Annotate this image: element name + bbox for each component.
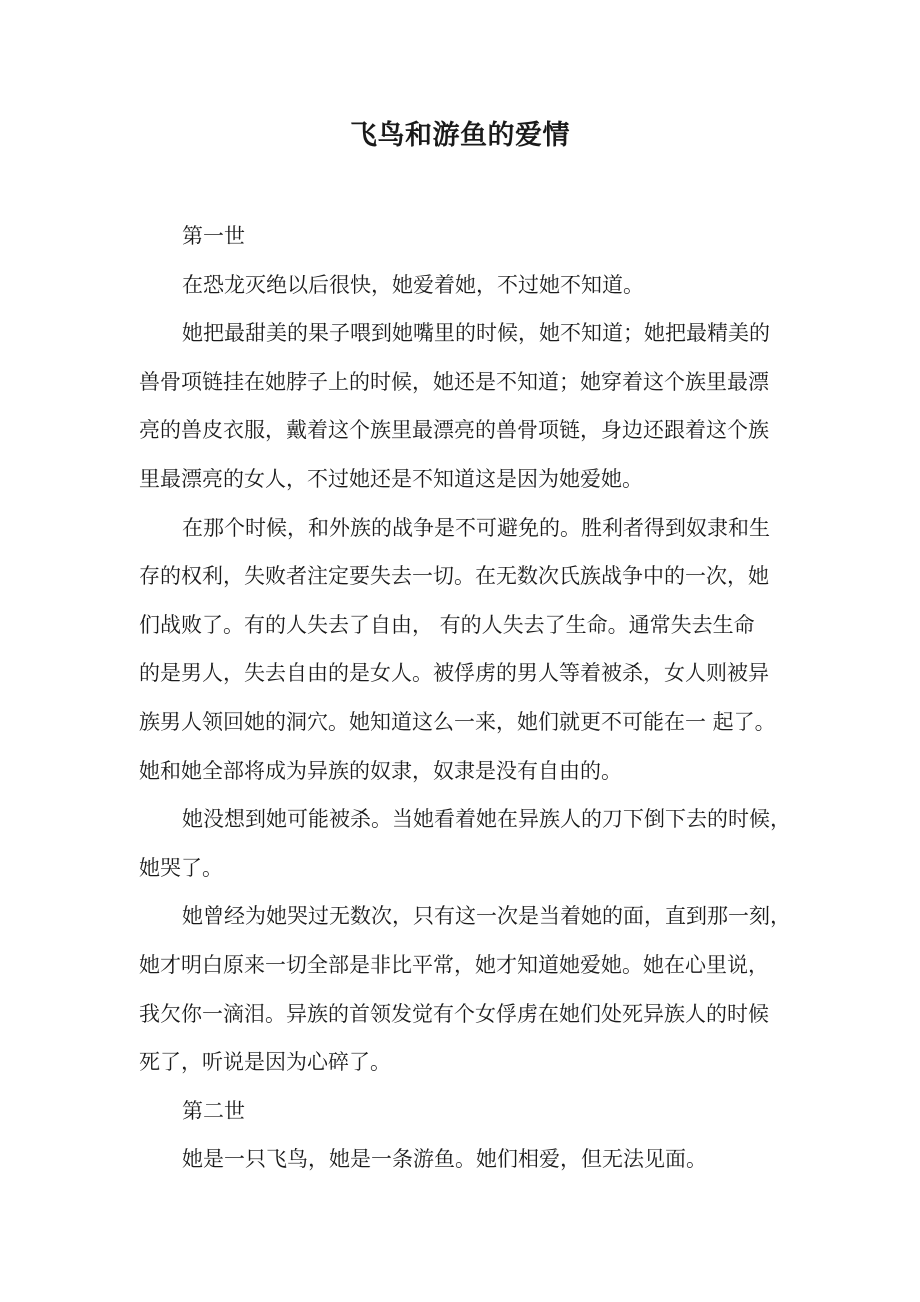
text-line: 里最漂亮的女人，不过她还是不知道这是因为她爱她。: [139, 466, 643, 491]
text-line: 她和她全部将成为异族的奴隶，奴隶是没有自由的。: [139, 758, 622, 783]
text-line: 族男人领回她的洞穴。她知道这么一来，她们就更不可能在一 起了。: [139, 709, 776, 734]
section-heading: 第二世: [182, 1098, 245, 1123]
text-line: 死了，听说是因为心碎了。: [139, 1050, 391, 1075]
text-line: 她是一只飞鸟，她是一条游鱼。她们相爱，但无法见面。: [182, 1147, 707, 1172]
text-line: 她才明白原来一切全部是非比平常，她才知道她爱她。她在心里说，: [139, 952, 769, 977]
section-heading: 第一世: [182, 224, 245, 248]
text-line: 她曾经为她哭过无数次，只有这一次是当着她的面，直到那一刻，: [182, 904, 791, 929]
text-line: 们战败了。有的人失去了自由， 有的人失去了生命。通常失去生命: [139, 612, 755, 637]
text-line: 她哭了。: [139, 855, 223, 880]
text-line: 在那个时候，和外族的战争是不可避免的。胜利者得到奴隶和生: [182, 515, 770, 540]
text-line: 的是男人，失去自由的是女人。被俘虏的男人等着被杀，女人则被异: [139, 661, 769, 686]
text-line: 我欠你一滴泪。异族的首领发觉有个女俘虏在她们处死异族人的时候: [139, 1001, 769, 1026]
document-title: 飞鸟和游鱼的爱情: [350, 120, 570, 151]
text-line: 在恐龙灭绝以后很快，她爱着她，不过她不知道。: [182, 272, 644, 297]
text-line: 她没想到她可能被杀。当她看着她在异族人的刀下倒下去的时候，: [182, 807, 791, 832]
text-line: 存的权利，失败者注定要失去一切。在无数次氏族战争中的一次，她: [139, 564, 769, 589]
text-line: 她把最甜美的果子喂到她嘴里的时候，她不知道；她把最精美的: [182, 321, 770, 346]
text-line: 兽骨项链挂在她脖子上的时候，她还是不知道；她穿着这个族里最漂: [139, 369, 769, 394]
document-body: [139, 212, 789, 1184]
text-line: 亮的兽皮衣服，戴着这个族里最漂亮的兽骨项链，身边还跟着这个族: [139, 418, 769, 443]
